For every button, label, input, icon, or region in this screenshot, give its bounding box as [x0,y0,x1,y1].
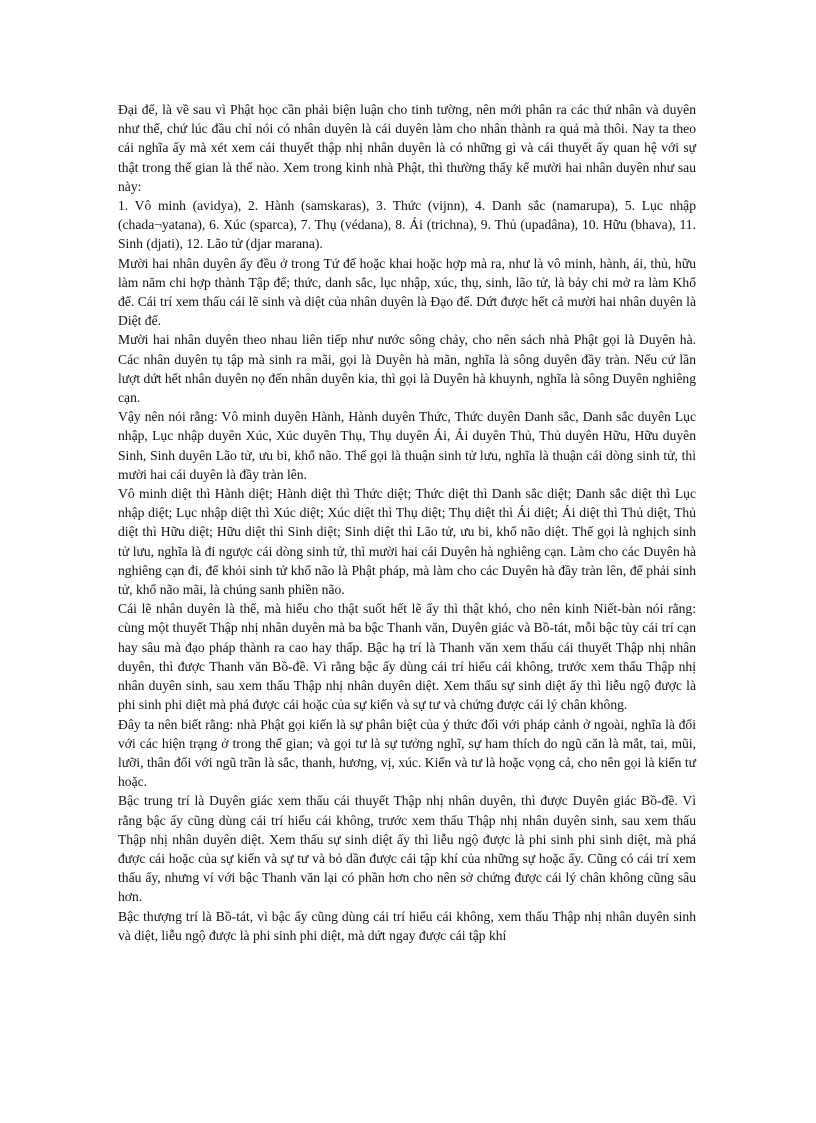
paragraph-cessation-sequence: Vô minh diệt thì Hành diệt; Hành diệt thì Thức diệt; Thức diệt thì Danh sắc diệt; Danh sắc diệt thì Lục nhập diệt; Lục nhập diệt thì Xúc diệt; Xúc diệt thì Thụ diệt; Thụ diệt thì Ái diệt; Ái diệt thì Thủ diệt, Thủ diệt thì Hữu diệt; Hữu diệt thì Sinh diệt; Sinh diệt thì Lão tử, ưu bi, khổ não diệt. Thế gọi là nghịch sinh tử lưu, nghĩa là đi ngược cái dòng sinh tử, thì mười hai cái Duyên hà nghiêng cạn. Làm cho các Duyên hà nghiêng cạn đi, để khỏi sinh tử khổ não là Phật pháp, mà làm cho các Duyên hà đầy tràn lên, để phải sinh tử, khổ não mãi, là chúng sanh phiền não. [118,486,696,598]
paragraph-arising-sequence: Vậy nên nói rằng: Vô minh duyên Hành, Hành duyên Thức, Thức duyên Danh sắc, Danh sắc duyên Lục nhập, Lục nhập duyên Xúc, Xúc duyên Thụ, Thụ duyên Ái, Ái duyên Thủ, Thủ duyên Hữu, Hữu duyên Sinh, Sinh duyên Lão tử, ưu bi, khổ não. Thế gọi là thuận sinh tử lưu, nghĩa là thuận cái dòng sinh tử, thì mười hai cái duyên là đầy tràn lên. [118,409,696,482]
paragraph-four-truths: Mười hai nhân duyên ấy đều ở trong Tứ đế hoặc khai hoặc hợp mà ra, như là vô minh, hành, ái, thủ, hữu làm năm chi hợp thành Tập đế; thức, danh sắc, lục nhập, xúc, thụ, sinh, lão tử, là bảy chi mở ra làm Khổ đế. Cái trí xem thấu cái lẽ sinh và diệt của nhân duyên là Đạo đế. Dứt được hết cả mười hai nhân duyên là Diệt đế. [118,255,696,329]
paragraph-highest-wisdom: Bậc thượng trí là Bồ-tát, vì bậc ấy cũng dùng cái trí hiểu cái không, xem thấu Thập nhị nhân duyên sinh và diệt, liễu ngộ được là phi sinh phi diệt, mà dứt ngay được cái tập khí [118,908,696,943]
paragraph-nirvana-sutra: Cái lẽ nhân duyên là thế, mà hiểu cho thật suốt hết lẽ ấy thì thật khó, cho nên kinh Niết-bàn nói rằng: cùng một thuyết Thập nhị nhân duyên mà ba bậc Thanh văn, Duyên giác và Bồ-tát, mỗi bậc tùy cái trí cạn hay sâu mà đạo pháp thành ra cao hay thấp. Bậc hạ trí là Thanh văn xem thấu cái thuyết Thập nhị nhân duyên, thì được Thanh văn Bồ-đề. Vì rằng bậc ấy dùng cái trí hiểu cái không, trước xem thấu Thập nhị nhân duyên sinh, sau xem thấu Thập nhị nhân duyên diệt. Xem thấu sự sinh diệt ấy thì liễu ngộ được là phi sinh phi diệt mà phá được cái hoặc của sự kiến và sự tư và chứng được cái lý chân không. [118,601,696,713]
paragraph-intro: Đại để, là về sau vì Phật học cần phải biện luận cho tinh tường, nên mới phân ra các thứ nhân và duyên như thế, chứ lúc đầu chỉ nói có nhân duyên là cái duyên làm cho nhân thành ra quả mà thôi. Nay ta theo cái nghĩa ấy mà xét xem cái thuyết thập nhị nhân duyên là có những gì và cái thuyết ấy quan hệ với sự thật trong thế gian là thế nào. Xem trong kinh nhà Phật, thì thường thấy kể mười hai nhân duyên như sau này: [118,102,696,194]
paragraph-duyen-ha: Mười hai nhân duyên theo nhau liên tiếp như nước sông chảy, cho nên sách nhà Phật gọi là Duyên hà. Các nhân duyên tụ tập mà sinh ra mãi, gọi là Duyên hà mãn, nghĩa là sông duyên đầy tràn. Nếu cứ lần lượt dứt hết nhân duyên nọ đến nhân duyên kia, thì gọi là Duyên hà khuynh, nghĩa là sông Duyên nghiêng cạn. [118,332,696,406]
paragraph-twelve-links-list: 1. Vô minh (avidya), 2. Hành (samskaras), 3. Thức (vijnn), 4. Danh sắc (namarupa), 5. Lục nhập (chada¬yatana), 6. Xúc (sparca), 7. Thụ (védana), 8. Ái (trichna), 9. Thủ (upadâna), 10. Hữu (bhava), 11. Sinh (djati), 12. Lão tử (djar marana). [118,198,696,252]
paragraph-middle-wisdom: Bậc trung trí là Duyên giác xem thấu cái thuyết Thập nhị nhân duyên, thì được Duyên giác Bồ-đề. Vì rằng bậc ấy cũng dùng cái trí hiểu cái không, trước xem thấu Thập nhị nhân duyên sinh, sau xem thấu Thập nhị nhân duyên diệt. Xem thấu sự sinh diệt ấy thì liễu ngộ được là phi sinh phi sinh diệt, mà phá được cái hoặc của sự kiến và sự tư và bỏ dần được cái tập khí của những sự hoặc ấy. Cũng có cái trí xem thấu ấy, nhưng ví với bậc Thanh văn lại có phần hơn cho nên sở chứng được cái lý chân không cũng sâu hơn. [118,793,696,905]
paragraph-kien-tu: Đây ta nên biết rằng: nhà Phật gọi kiến là sự phân biệt của ý thức đối với pháp cảnh ở ngoài, nghĩa là đối với các hiện trạng ở trong thế gian; và gọi tư là sự tưởng nghĩ, sự ham thích do ngũ căn là mắt, tai, mũi, lưỡi, thân đối với ngũ trần là sắc, thanh, hương, vị, xúc. Kiến và tư là hoặc vọng cả, cho nên gọi là kiến tư hoặc. [118,716,696,790]
document-page [118,100,696,945]
